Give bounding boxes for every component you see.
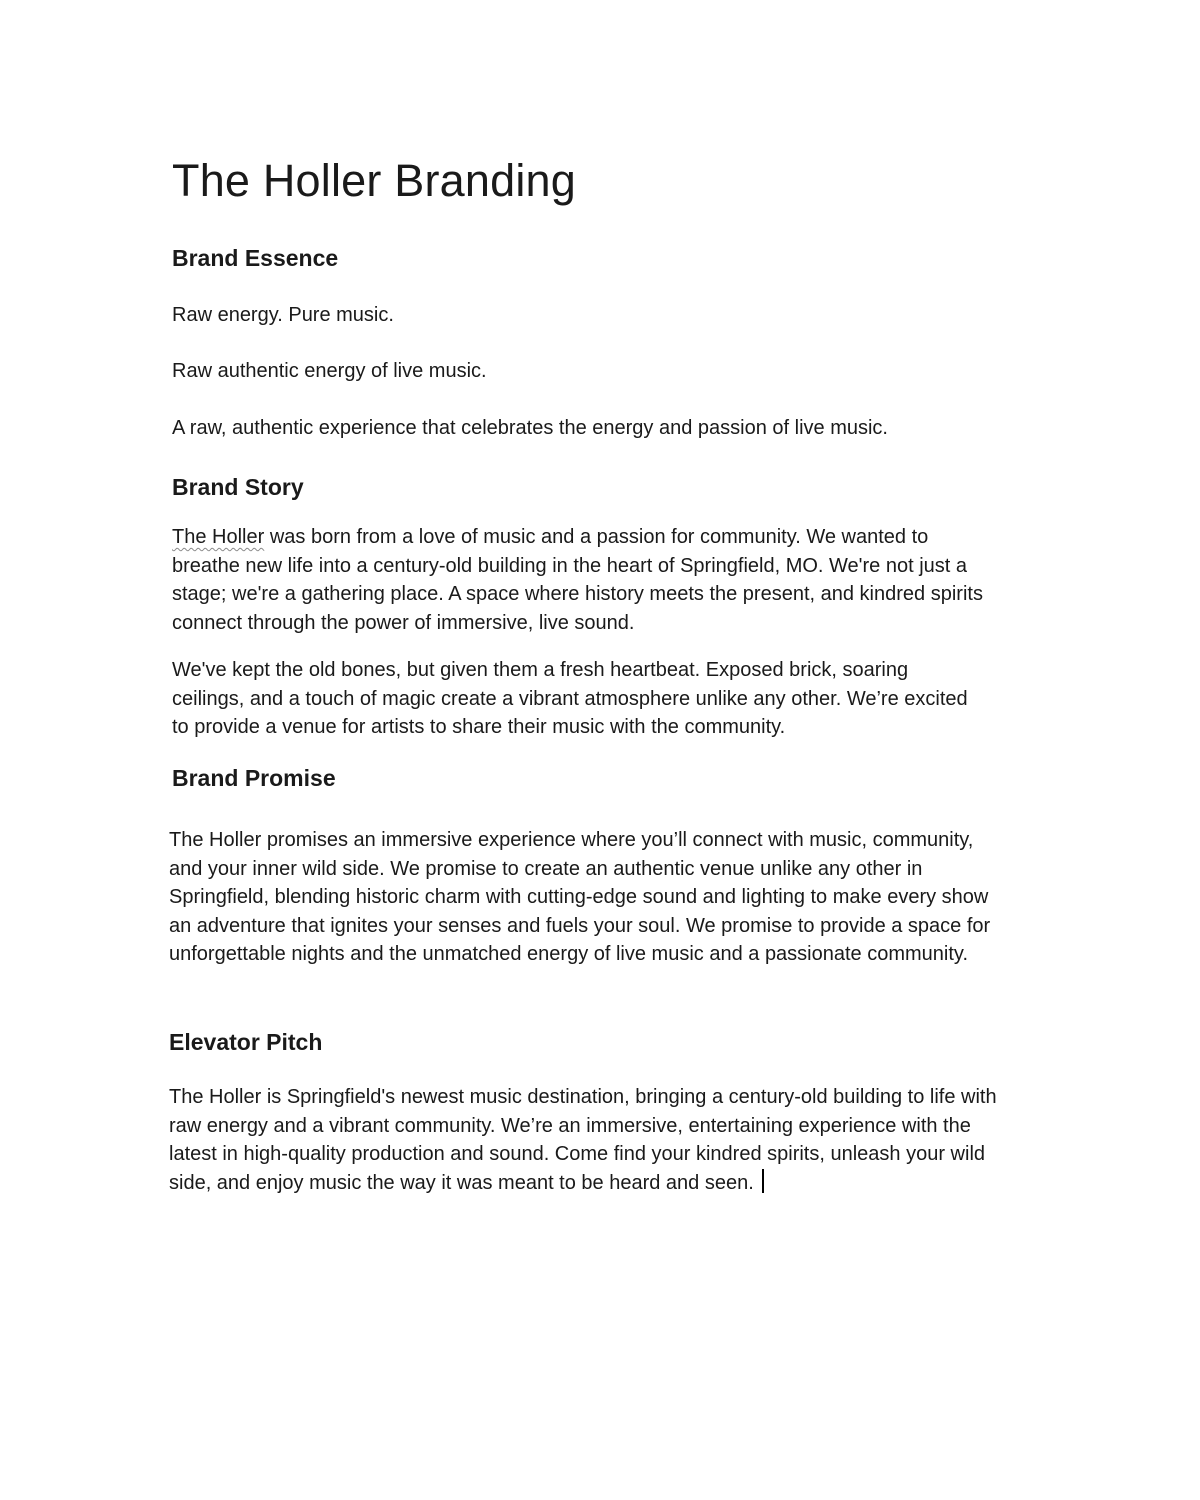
spellcheck-flagged-word[interactable]: The Holler: [172, 526, 265, 548]
heading-brand-essence[interactable]: Brand Essence: [172, 245, 339, 271]
essence-line-1[interactable]: Raw energy. Pure music.: [172, 304, 394, 326]
story-paragraph-1[interactable]: [172, 523, 1000, 637]
heading-brand-story[interactable]: Brand Story: [172, 474, 304, 500]
story-paragraph-1-text: was born from a love of music and a passion for community. We wanted to breathe new life into a century-old building in the heart of Springfield, MO. We're not just a stage; we're a gathering place. A space where history meets the present, and kindred spirits connect through the power of immersive, live sound.: [172, 526, 983, 634]
essence-line-3[interactable]: A raw, authentic experience that celebrates the energy and passion of live music.: [172, 417, 888, 439]
document-title[interactable]: The Holler Branding: [172, 155, 577, 206]
essence-line-2[interactable]: Raw authentic energy of live music.: [172, 360, 487, 382]
text-cursor: [762, 1169, 764, 1193]
pitch-paragraph[interactable]: [169, 1083, 1005, 1197]
heading-brand-promise[interactable]: Brand Promise: [172, 765, 336, 791]
pitch-paragraph-text: The Holler is Springfield's newest music destination, bringing a century-old building to life with raw energy and a vibrant community. We’re an immersive, entertaining experience with the latest in high-quality production and sound. Come find your kindred spirits, unleash your wild side, and enjoy music the way it was meant to be heard and seen.: [169, 1086, 997, 1194]
heading-elevator-pitch[interactable]: Elevator Pitch: [169, 1029, 323, 1055]
story-paragraph-2[interactable]: We've kept the old bones, but given them a fresh heartbeat. Exposed brick, soaring ceilings, and a touch of magic create a vibrant atmosphere unlike any other. We’re excited to provide a venue for artists to share their music with the community.: [172, 659, 968, 738]
promise-paragraph[interactable]: The Holler promises an immersive experience where you’ll connect with music, community, and your inner wild side. We promise to create an authentic venue unlike any other in Springfield, blending historic charm with cutting-edge sound and lighting to make every show an adventure that ignites your senses and fuels your soul. We promise to provide a space for unforgettable nights and the unmatched energy of live music and a passionate community.: [169, 829, 991, 965]
